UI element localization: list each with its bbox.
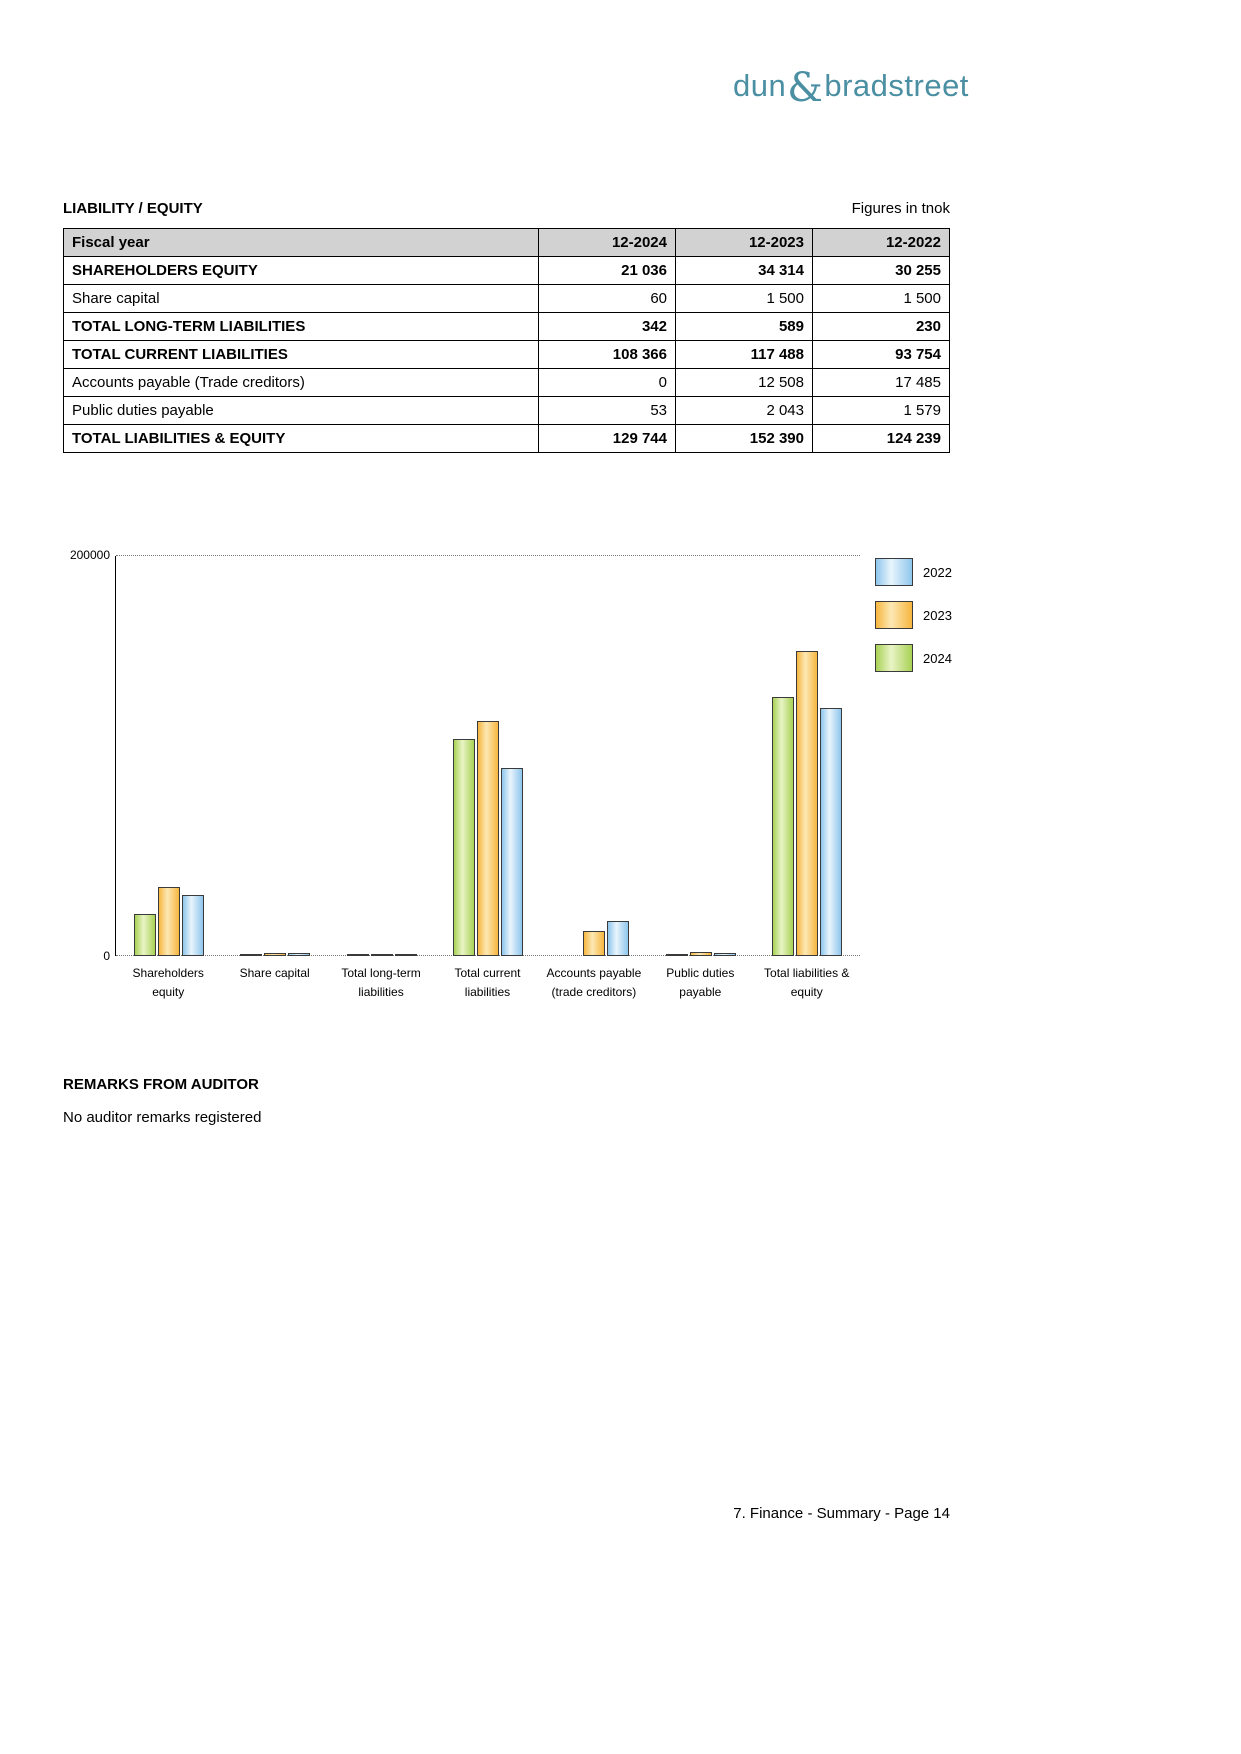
category-label	[221, 964, 327, 1001]
category-label	[115, 964, 221, 1001]
liability-table-body	[64, 257, 950, 453]
liability-equity-chart	[63, 548, 963, 998]
category-label-line: Public duties	[666, 966, 735, 980]
category-label	[647, 964, 753, 1001]
table-cell-label: Public duties payable	[64, 397, 539, 425]
dun-bradstreet-logo	[733, 65, 969, 111]
table-cell-value: 93 754	[813, 341, 950, 369]
bar-2024	[134, 914, 156, 956]
table-row	[64, 257, 950, 285]
table-row	[64, 369, 950, 397]
table-cell-value: 1 579	[813, 397, 950, 425]
bar-2022	[714, 953, 736, 956]
table-cell-value: 53	[539, 397, 676, 425]
table-cell-value: 124 239	[813, 425, 950, 453]
category-label-line: Total current	[454, 966, 521, 980]
legend-item	[875, 558, 952, 586]
bar-2024	[240, 954, 262, 956]
bar-2024	[347, 954, 369, 956]
table-cell-value: 60	[539, 285, 676, 313]
bar-2023	[796, 651, 818, 956]
table-cell-label: SHAREHOLDERS EQUITY	[64, 257, 539, 285]
y-tick-0: 0	[103, 949, 110, 963]
bar-group	[647, 952, 753, 956]
header-cell-year: 12-2022	[813, 229, 950, 257]
table-row	[64, 285, 950, 313]
table-cell-value: 108 366	[539, 341, 676, 369]
bar-2022	[820, 708, 842, 956]
table-cell-value: 21 036	[539, 257, 676, 285]
table-cell-value: 152 390	[676, 425, 813, 453]
table-cell-label: TOTAL LONG-TERM LIABILITIES	[64, 313, 539, 341]
section-header	[63, 200, 950, 217]
table-row	[64, 313, 950, 341]
table-cell-label: TOTAL CURRENT LIABILITIES	[64, 341, 539, 369]
category-label-line: liabilities	[464, 984, 511, 999]
category-label-line: equity	[790, 984, 823, 999]
table-cell-value: 230	[813, 313, 950, 341]
table-row	[64, 341, 950, 369]
bar-group	[435, 721, 541, 956]
legend-item	[875, 601, 952, 629]
bar-2023	[583, 931, 605, 956]
legend-swatch-2023	[875, 601, 913, 629]
table-cell-label: Accounts payable (Trade creditors)	[64, 369, 539, 397]
category-label-line: (trade creditors)	[551, 984, 637, 999]
legend-label: 2023	[923, 607, 952, 623]
remarks-text: No auditor remarks registered	[63, 1109, 262, 1126]
legend-label: 2024	[923, 650, 952, 666]
legend-swatch-2022	[875, 558, 913, 586]
table-cell-label: TOTAL LIABILITIES & EQUITY	[64, 425, 539, 453]
table-cell-value: 17 485	[813, 369, 950, 397]
chart-plot-area	[69, 548, 860, 963]
category-label-line: Total long-term	[341, 966, 421, 980]
category-label	[754, 964, 860, 1001]
header-cell-year: 12-2023	[676, 229, 813, 257]
table-cell-value: 2 043	[676, 397, 813, 425]
category-label	[541, 964, 647, 1001]
bar-2023	[371, 954, 393, 956]
bar-group	[754, 651, 860, 956]
category-label-line: Accounts payable	[546, 966, 642, 980]
header-cell-year: 12-2024	[539, 229, 676, 257]
category-label-line: Total liabilities &	[764, 966, 850, 980]
table-cell-value: 12 508	[676, 369, 813, 397]
table-cell-value: 1 500	[676, 285, 813, 313]
bar-2022	[501, 768, 523, 956]
table-cell-value: 342	[539, 313, 676, 341]
bar-2022	[395, 954, 417, 956]
category-labels	[115, 964, 860, 1001]
logo-part2: bradstreet	[824, 68, 969, 103]
bar-2024	[453, 739, 475, 956]
y-tick-200000: 200000	[69, 548, 110, 562]
category-label-line: payable	[679, 984, 722, 999]
bar-group	[329, 954, 435, 956]
legend-item	[875, 644, 952, 672]
page-footer: 7. Finance - Summary - Page 14	[733, 1505, 950, 1522]
category-label-line: liabilities	[358, 984, 404, 999]
table-row	[64, 397, 950, 425]
liability-equity-table	[63, 228, 950, 453]
bar-2023	[477, 721, 499, 956]
table-cell-value: 1 500	[813, 285, 950, 313]
logo-ampersand-icon: &	[787, 65, 824, 111]
table-cell-value: 0	[539, 369, 676, 397]
remarks-heading: REMARKS FROM AUDITOR	[63, 1076, 259, 1093]
table-header-row	[64, 229, 950, 257]
bar-2022	[288, 953, 310, 956]
table-row	[64, 425, 950, 453]
bar-2023	[264, 953, 286, 956]
table-cell-value: 589	[676, 313, 813, 341]
header-cell-label: Fiscal year	[64, 229, 539, 257]
auditor-remarks-section	[63, 1076, 261, 1126]
category-label	[434, 964, 540, 1001]
bar-group	[222, 953, 328, 956]
bar-2024	[666, 954, 688, 956]
category-label-line: Shareholders	[132, 966, 204, 980]
bar-groups	[116, 556, 860, 956]
category-label	[328, 964, 434, 1001]
unit-note: Figures in tnok	[851, 200, 950, 217]
table-head	[64, 229, 950, 257]
legend-swatch-2024	[875, 644, 913, 672]
bar-2023	[690, 952, 712, 956]
category-label-line: Share capital	[239, 966, 310, 980]
bar-group	[541, 921, 647, 956]
bar-group	[116, 887, 222, 956]
bar-2024	[772, 697, 794, 956]
section-title: LIABILITY / EQUITY	[63, 200, 203, 217]
category-label-line: equity	[152, 984, 185, 999]
chart-legend	[875, 558, 952, 687]
logo-part1: dun	[733, 68, 787, 103]
legend-label: 2022	[923, 564, 952, 580]
bar-2022	[182, 895, 204, 956]
table-cell-value: 117 488	[676, 341, 813, 369]
table-cell-value: 129 744	[539, 425, 676, 453]
table-cell-value: 30 255	[813, 257, 950, 285]
table-cell-value: 34 314	[676, 257, 813, 285]
table-cell-label: Share capital	[64, 285, 539, 313]
bar-2022	[607, 921, 629, 956]
bar-2023	[158, 887, 180, 956]
